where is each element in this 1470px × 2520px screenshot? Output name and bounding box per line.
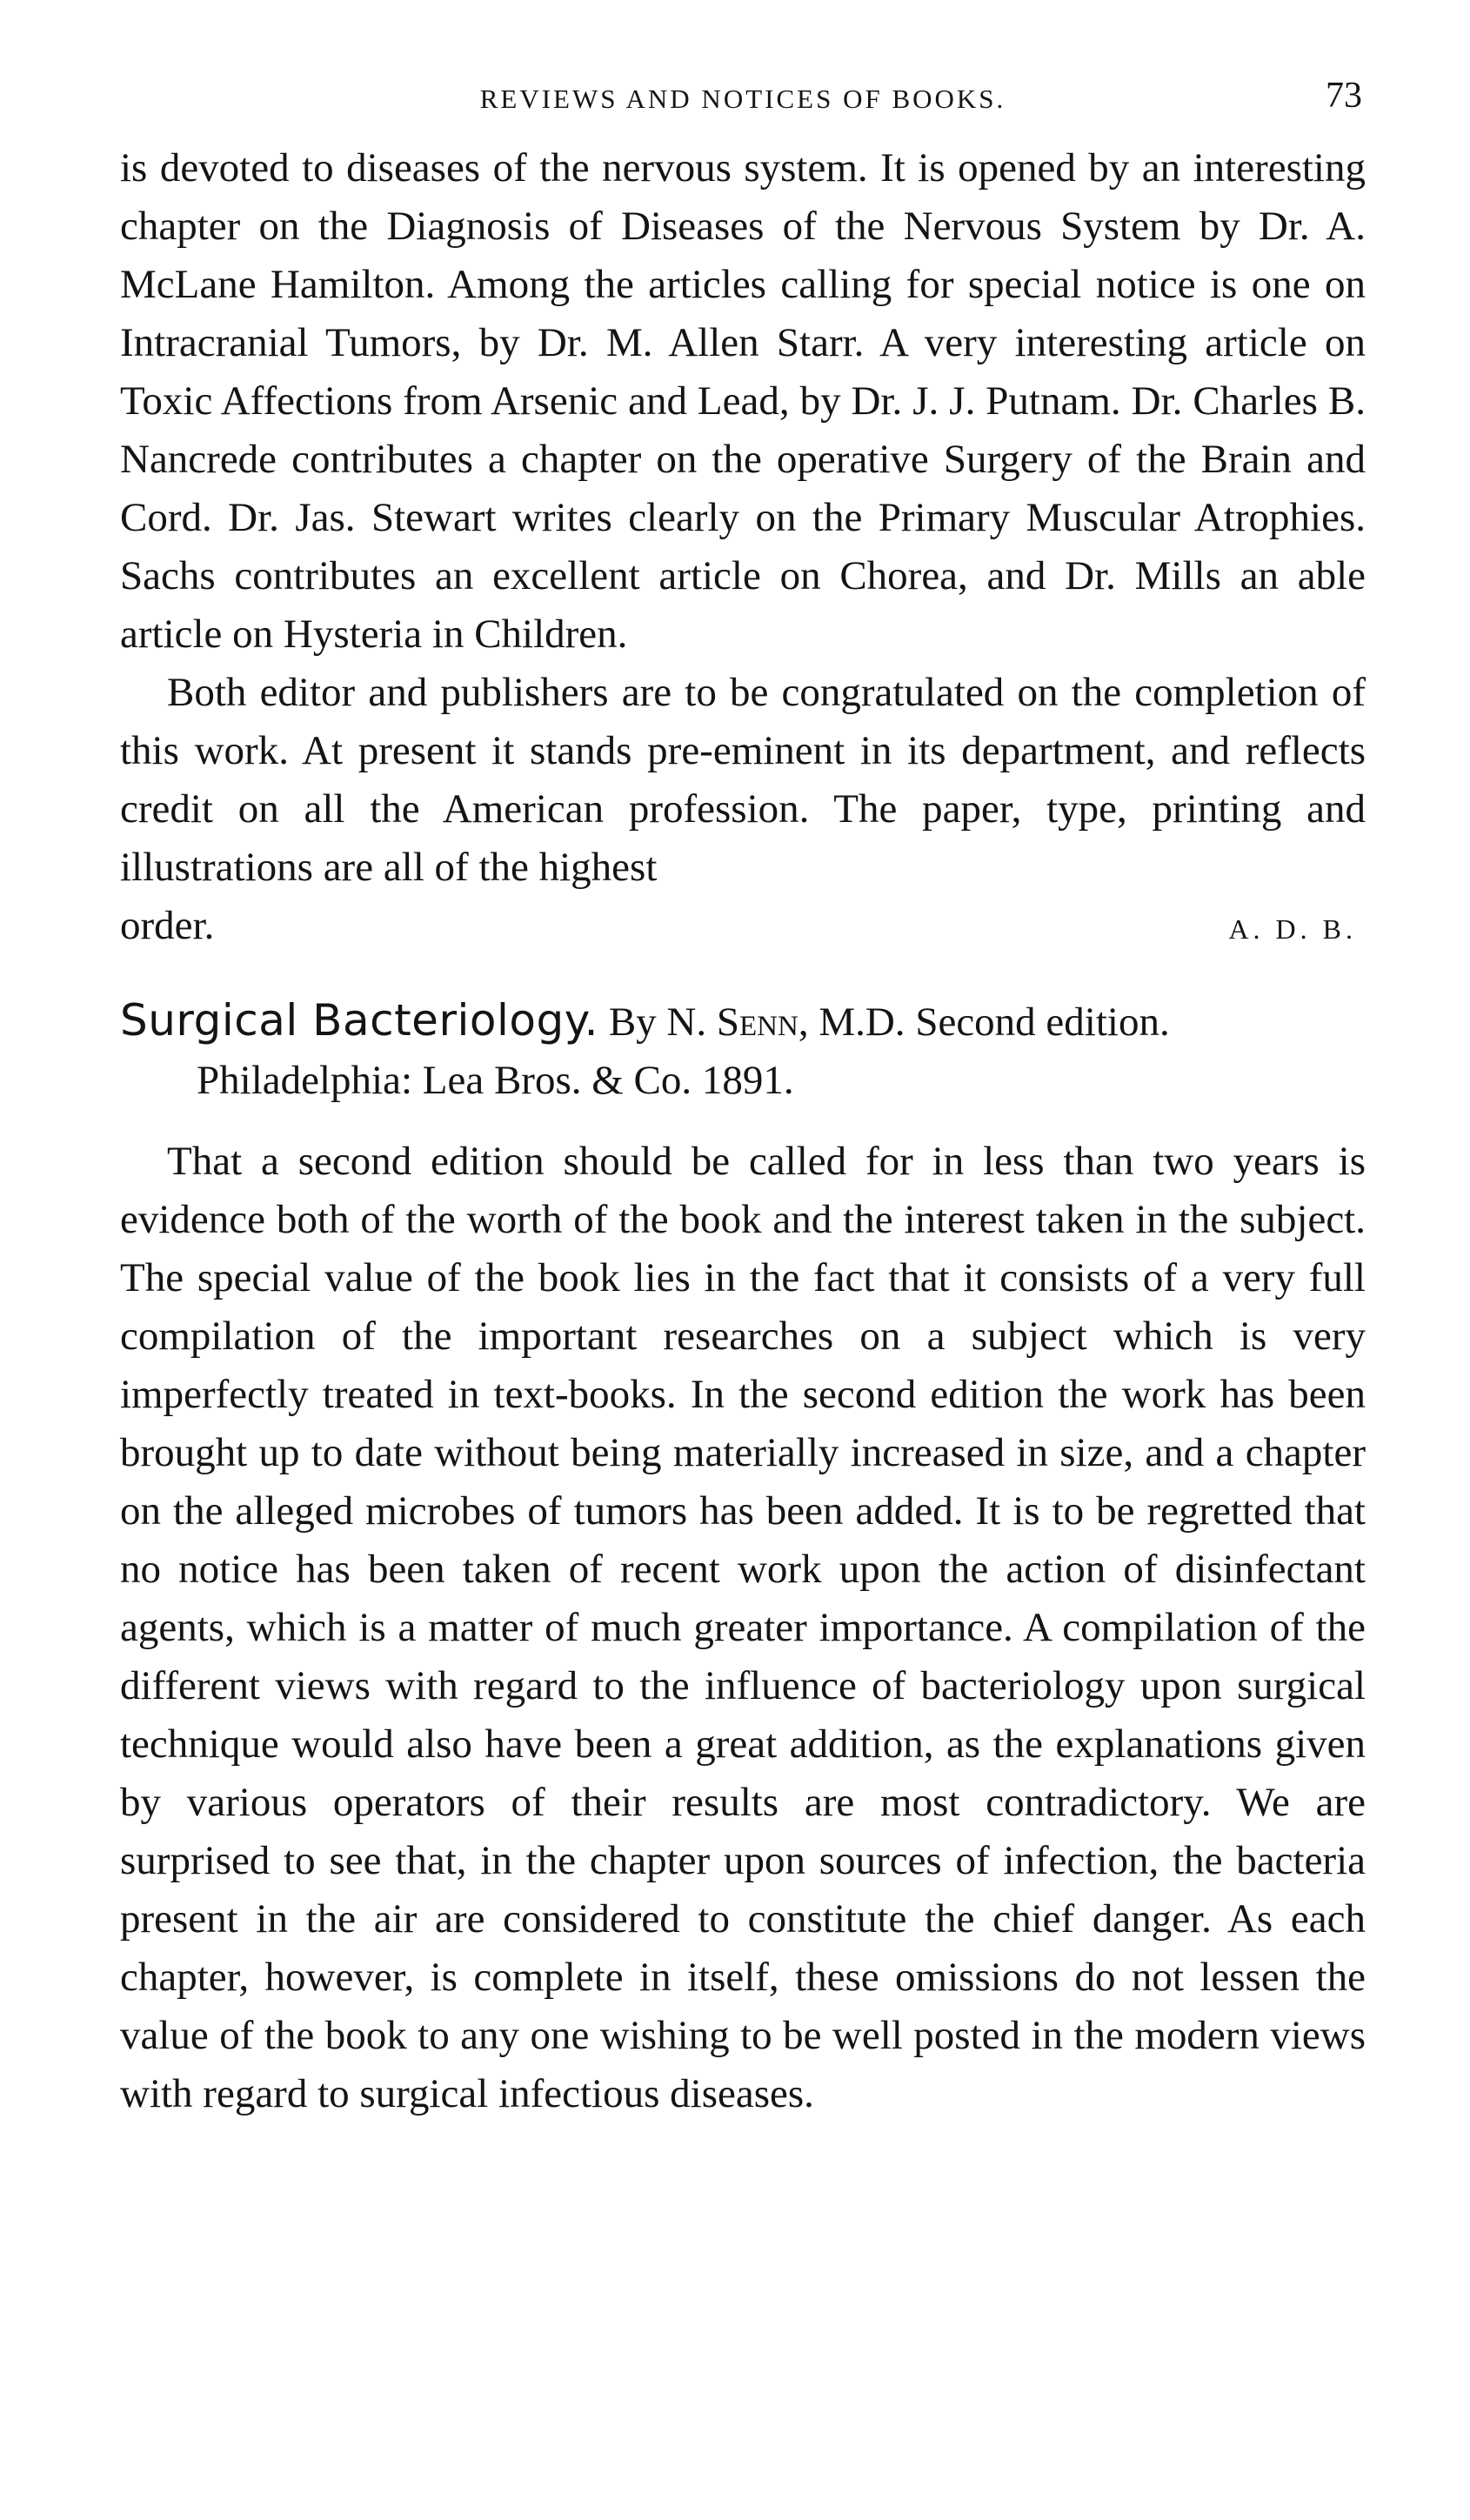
- reviewer-initials: A. D. B.: [1228, 913, 1357, 945]
- review-closing-line: [120, 897, 1366, 959]
- book-author: N. Senn, M.D.: [666, 999, 905, 1045]
- page-number: 73: [1326, 76, 1362, 116]
- running-header: [120, 70, 1366, 139]
- book-page: [120, 70, 1366, 2123]
- review-paragraph: is devoted to diseases of the nervous system. It is opened by an interesting chapter on the Diagnosis of Diseases of the Nervous System by Dr. A. McLane Hamilton. Among the articles calling for special notice is one on Intracranial Tumors, by Dr. M. Allen Starr. A very interesting article on Toxic Affections from Arsenic and Lead, by Dr. J. J. Putnam. Dr. Charles B. Nancrede contributes a chapter on the operative Surgery of the Brain and Cord. Dr. Jas. Stewart writes clearly on the Primary Muscular Atrophies. Sachs contributes an excellent article on Chorea, and Dr. Mills an able article on Hysteria in Children.: [120, 145, 1366, 657]
- review-paragraph-end: order.: [120, 903, 215, 948]
- edition-info: Second edition. Philadelphia: Lea Bros. & Co. 1891.: [197, 999, 1170, 1103]
- review-nervous-system: [120, 139, 1366, 959]
- review-paragraph: Both editor and publishers are to be congratulated on the completion of this work. At present it stands pre-eminent in its department, and reflects credit on all the American profession. The paper, type, printing and illustrations are all of the highest: [120, 670, 1366, 890]
- review-paragraph: That a second edition should be called for in less than two years is evidence both of the worth of the book and the interest taken in the subject. The special value of the book lies in the fact that it consists of a very full compilation of the important researches on a subject which is very imperfectly treated in text-books. In the second edition the work has been brought up to date without being materially increased in size, and a chapter on the alleged microbes of tumors has been added. It is to be regretted that no notice has been taken of recent work upon the action of disinfectant agents, which is a matter of much greater importance. A compilation of the different views with regard to the influence of bacteriology upon surgical technique would also have been a great addition, as the explanations given by various operators of their results are most contradictory. We are surprised to see that, in the chapter upon sources of infection, the bacteria present in the air are considered to constitute the chief danger. As each chapter, however, is complete in itself, these omissions do not lessen the value of the book to any one wishing to be well posted in the modern views with regard to surgical infectious diseases.: [120, 1139, 1366, 2116]
- byline-prefix: By: [608, 999, 657, 1045]
- book-heading: [120, 992, 1366, 1110]
- book-title: Surgical Bacteriology.: [120, 995, 599, 1046]
- running-title: REVIEWS AND NOTICES OF BOOKS.: [479, 84, 1006, 114]
- review-surgical-bacteriology: [120, 1133, 1366, 2123]
